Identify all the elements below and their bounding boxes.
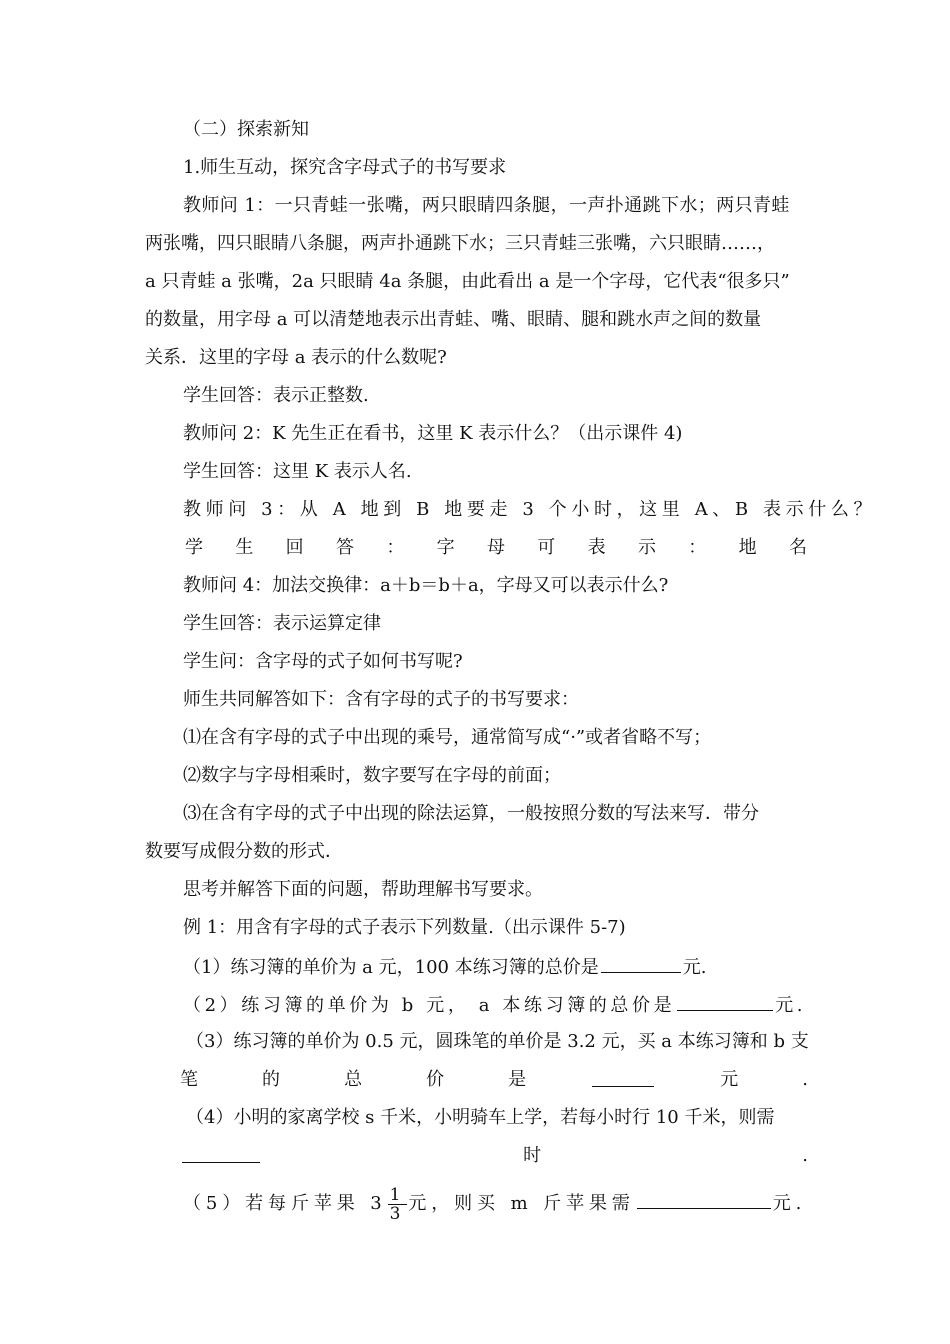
question-3: （3）练习簿的单价为 0.5 元，圆珠笔的单价是 3.2 元，买 a 本练习簿和 b 支 bbox=[186, 1031, 809, 1052]
char: 时 bbox=[523, 1145, 542, 1166]
paragraph-line: 两张嘴，四只眼睛八条腿，两声扑通跳下水；三只青蛙三张嘴，六只眼睛……， bbox=[145, 233, 775, 254]
rule-item: ⑶在含有字母的式子中出现的除法运算，一般按照分数的写法来写．带分 bbox=[183, 803, 759, 824]
question-3-continued bbox=[180, 1068, 808, 1092]
paragraph-line: 学生回答：表示正整数. bbox=[183, 385, 369, 406]
paragraph-line: 学生回答：表示运算定律 bbox=[183, 613, 381, 634]
question-text: （5）若每斤苹果 3 bbox=[183, 1193, 387, 1214]
question-5 bbox=[183, 1184, 806, 1224]
answer-blank bbox=[601, 954, 681, 973]
question-text: 元，则买 m 斤苹果需 bbox=[408, 1193, 635, 1214]
paragraph-line: 教师问 2：K 先生正在看书，这里 K 表示什么？（出示课件 4) bbox=[183, 423, 683, 444]
question-text: （1）练习簿的单价为 a 元，100 本练习簿的总价是 bbox=[183, 957, 599, 978]
char: 表 bbox=[587, 537, 606, 558]
paragraph-line: 教师问 3：从 A 地到 B 地要走 3 个小时，这里 A、B 表示什么？ bbox=[183, 499, 877, 520]
char: 母 bbox=[486, 537, 505, 558]
char: 的 bbox=[262, 1069, 281, 1090]
char: 字 bbox=[436, 537, 455, 558]
char: 生 bbox=[235, 537, 254, 558]
char: 名 bbox=[788, 537, 807, 558]
fraction bbox=[388, 1186, 408, 1223]
question-text: 元. bbox=[772, 1193, 807, 1214]
spread-line-answer bbox=[185, 536, 807, 560]
example-heading: 例 1：用含有字母的式子表示下列数量.（出示课件 5-7) bbox=[183, 917, 626, 938]
char: ： bbox=[688, 537, 707, 558]
question-text: 元. bbox=[682, 957, 707, 978]
question-1 bbox=[183, 954, 706, 978]
char: 地 bbox=[738, 537, 757, 558]
char: 回 bbox=[285, 537, 304, 558]
fraction-denominator: 3 bbox=[389, 1203, 406, 1224]
paragraph-line: 师生共同解答如下：含有字母的式子的书写要求： bbox=[183, 689, 579, 710]
answer-blank bbox=[182, 1144, 260, 1163]
char: . bbox=[802, 1145, 808, 1166]
paragraph-line: 思考并解答下面的问题，帮助理解书写要求。 bbox=[183, 879, 543, 900]
answer-blank bbox=[677, 992, 773, 1011]
paragraph-line: 的数量，用字母 a 可以清楚地表示出青蛙、嘴、眼睛、腿和跳水声之间的数量 bbox=[145, 309, 762, 330]
rule-item: 数要写成假分数的形式． bbox=[145, 841, 343, 862]
char: 总 bbox=[344, 1069, 363, 1090]
char: 答 bbox=[335, 537, 354, 558]
paragraph-line: 教师问 4：加法交换律：a＋b＝b＋a，字母又可以表示什么? bbox=[183, 575, 669, 596]
char: ： bbox=[386, 537, 405, 558]
paragraph-line: 学生问：含字母的式子如何书写呢? bbox=[183, 651, 463, 672]
char: 示 bbox=[637, 537, 656, 558]
question-text: 元. bbox=[775, 995, 807, 1016]
char: 价 bbox=[426, 1069, 445, 1090]
paragraph-line: 关系．这里的字母 a 表示的什么数呢? bbox=[145, 347, 447, 368]
char: 是 bbox=[508, 1069, 527, 1090]
answer-blank bbox=[592, 1068, 654, 1087]
question-4-continued bbox=[180, 1144, 808, 1168]
char: 学 bbox=[185, 537, 203, 558]
subsection-heading: 1.师生互动，探究含字母式子的书写要求 bbox=[183, 157, 507, 178]
rule-item: ⑵数字与字母相乘时，数字要写在字母的前面； bbox=[183, 765, 561, 786]
paragraph-line: 教师问 1：一只青蛙一张嘴，两只眼睛四条腿，一声扑通跳下水；两只青蛙 bbox=[183, 195, 790, 216]
paragraph-line: a 只青蛙 a 张嘴，2a 只眼睛 4a 条腿，由此看出 a 是一个字母，它代表“很多只” bbox=[145, 271, 790, 292]
rule-item: ⑴在含有字母的式子中出现的乘号，通常简写成“·”或者省略不写； bbox=[183, 727, 712, 748]
section-heading: （二）探索新知 bbox=[183, 119, 309, 140]
fraction-numerator: 1 bbox=[389, 1184, 406, 1205]
answer-blank bbox=[637, 1186, 771, 1209]
char: 可 bbox=[537, 537, 556, 558]
question-2 bbox=[183, 992, 806, 1016]
char: . bbox=[802, 1069, 808, 1090]
char: 笔 bbox=[180, 1069, 198, 1090]
char: 元 bbox=[720, 1069, 739, 1090]
paragraph-line: 学生回答：这里 K 表示人名. bbox=[183, 461, 412, 482]
question-4: （4）小明的家离学校 s 千米，小明骑车上学，若每小时行 10 千米，则需 bbox=[186, 1107, 775, 1128]
question-text: （2）练习簿的单价为 b 元， a 本练习簿的总价是 bbox=[183, 995, 676, 1016]
